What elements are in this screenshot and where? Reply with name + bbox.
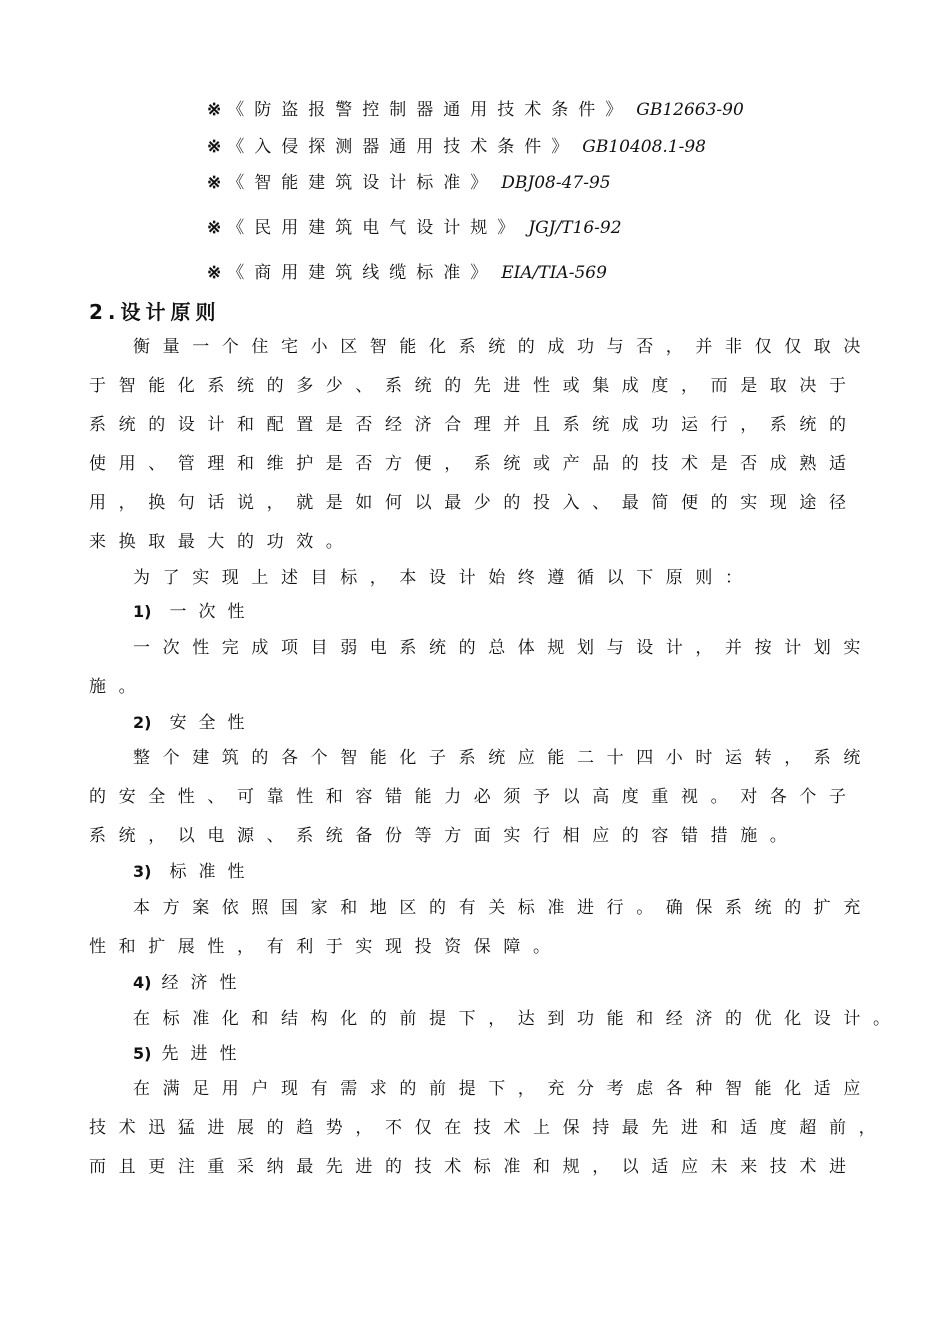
principle-title: 安全性 <box>169 713 257 733</box>
paragraph-line: 整个建筑的各个智能化子系统应能二十四小时运转，系统 <box>133 748 873 768</box>
reference-title: 《入侵探测器通用技术条件》 <box>227 137 579 157</box>
principle-number: 4) <box>133 973 152 992</box>
paragraph-line: 用，换句话说，就是如何以最少的投入、最简便的实现途径 <box>89 493 859 513</box>
section-heading: 2.设计原则 <box>89 300 221 324</box>
reference-mark: ※ <box>207 263 222 283</box>
principle-heading <box>133 861 256 883</box>
reference-title: 《防盗报警控制器通用技术条件》 <box>227 100 633 120</box>
paragraph-line: 来换取最大的功效。 <box>89 532 356 552</box>
paragraph-line: 系统的设计和配置是否经济合理并且系统成功运行，系统的 <box>89 415 859 435</box>
reference-item <box>207 172 611 194</box>
principle-heading <box>133 972 248 994</box>
reference-code: DBJ08-47-95 <box>501 173 611 193</box>
reference-mark: ※ <box>207 173 222 193</box>
reference-title: 《智能建筑设计标准》 <box>227 173 498 193</box>
principle-heading <box>133 1043 248 1065</box>
reference-code: GB10408.1-98 <box>582 137 706 157</box>
principle-number: 1) <box>133 602 152 621</box>
reference-title: 《商用建筑线缆标准》 <box>227 263 498 283</box>
principle-number: 5) <box>133 1044 152 1063</box>
paragraph-line: 的安全性、可靠性和容错能力必须予以高度重视。对各个子 <box>89 787 859 807</box>
lead-sentence: 为了实现上述目标，本设计始终遵循以下原则： <box>133 568 755 588</box>
paragraph-line: 施。 <box>89 677 149 697</box>
paragraph-line: 衡量一个住宅小区智能化系统的成功与否，并非仅仅取决 <box>133 337 873 357</box>
paragraph-line: 性和扩展性，有利于实现投资保障。 <box>89 937 563 957</box>
principle-heading <box>133 601 256 623</box>
reference-item <box>207 262 607 284</box>
reference-mark: ※ <box>207 218 222 238</box>
reference-mark: ※ <box>207 137 222 157</box>
principle-title: 经济性 <box>161 973 249 993</box>
paragraph-line: 在标准化和结构化的前提下，达到功能和经济的优化设计。 <box>133 1009 903 1029</box>
paragraph-line: 系统，以电源、系统备份等方面实行相应的容错措施。 <box>89 826 800 846</box>
principle-title: 一次性 <box>169 602 257 622</box>
reference-code: GB12663-90 <box>636 100 744 120</box>
reference-item <box>207 136 706 158</box>
principle-heading <box>133 712 256 734</box>
reference-mark: ※ <box>207 100 222 120</box>
reference-item <box>207 99 744 121</box>
paragraph-line: 一次性完成项目弱电系统的总体规划与设计，并按计划实 <box>133 638 873 658</box>
paragraph-line: 使用、管理和维护是否方便，系统或产品的技术是否成熟适 <box>89 454 859 474</box>
principle-number: 2) <box>133 713 152 732</box>
principle-title: 先进性 <box>161 1044 249 1064</box>
principle-title: 标准性 <box>169 862 257 882</box>
reference-code: JGJ/T16-92 <box>528 218 622 238</box>
paragraph-line: 而且更注重采纳最先进的技术标准和规，以适应未来技术进 <box>89 1157 859 1177</box>
paragraph-line: 技术迅猛进展的趋势，不仅在技术上保持最先进和适度超前， <box>89 1118 889 1138</box>
reference-code: EIA/TIA-569 <box>501 263 607 283</box>
paragraph-line: 于智能化系统的多少、系统的先进性或集成度，而是取决于 <box>89 376 859 396</box>
reference-item <box>207 217 622 239</box>
reference-title: 《民用建筑电气设计规》 <box>227 218 525 238</box>
paragraph-line: 本方案依照国家和地区的有关标准进行。确保系统的扩充 <box>133 898 873 918</box>
principle-number: 3) <box>133 862 152 881</box>
paragraph-line: 在满足用户现有需求的前提下，充分考虑各种智能化适应 <box>133 1079 873 1099</box>
